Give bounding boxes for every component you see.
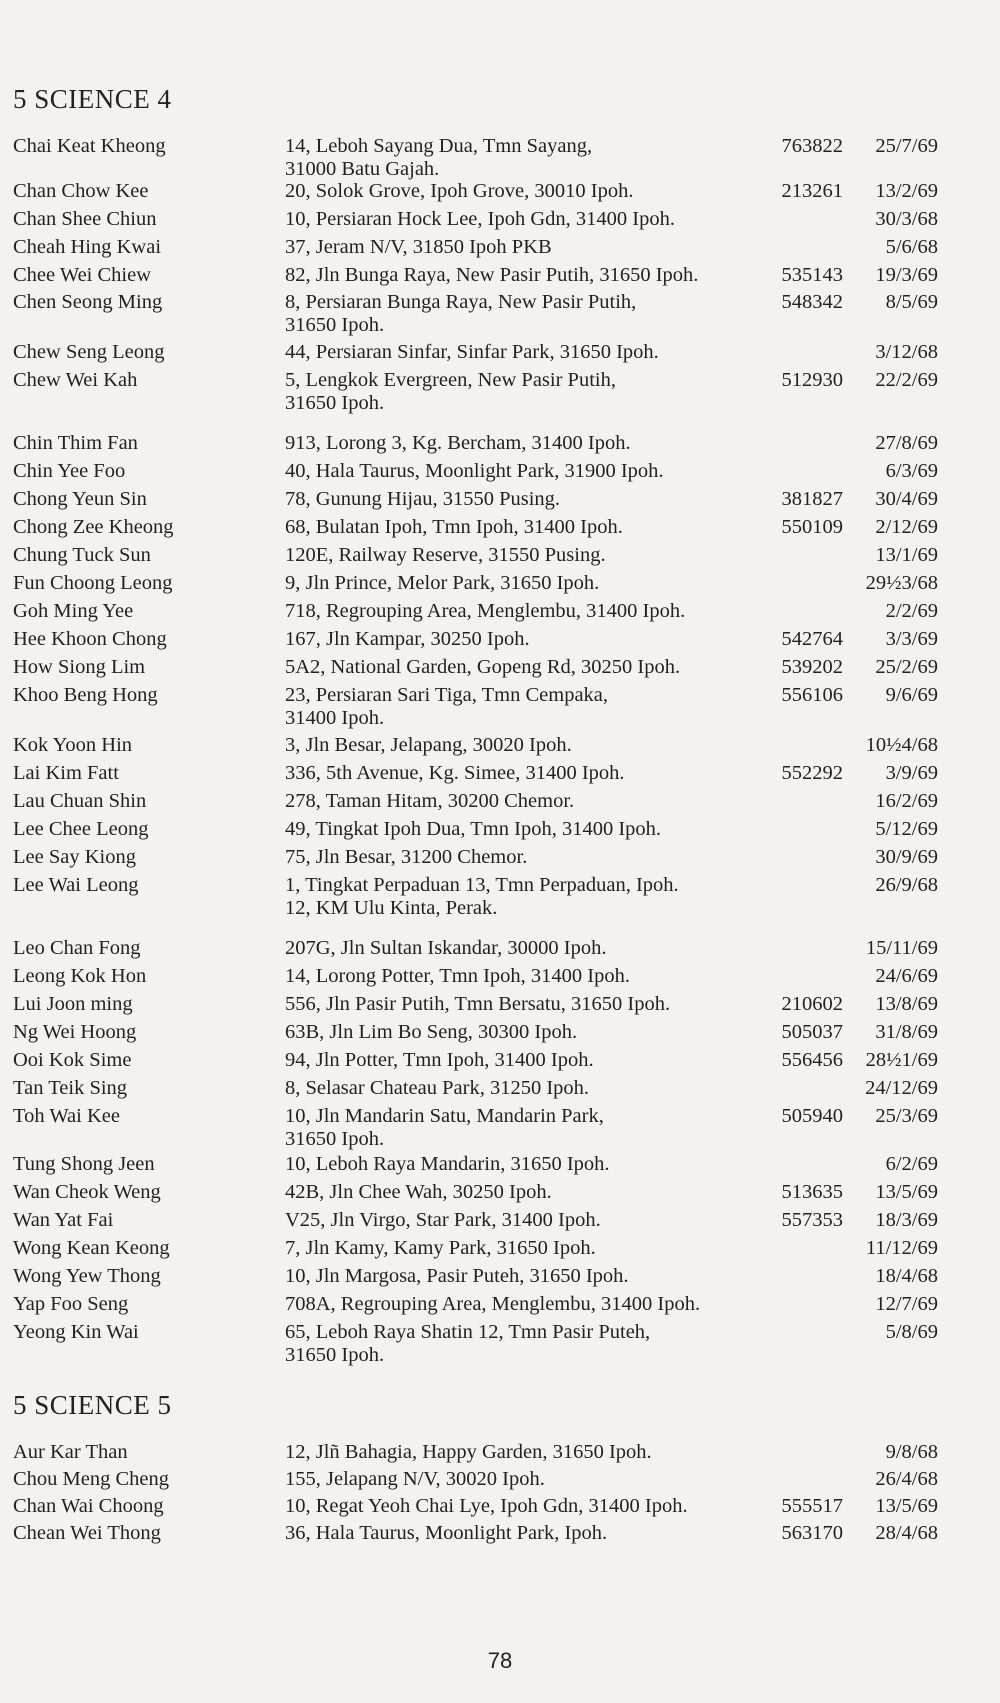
student-name: Yeong Kin Wai xyxy=(13,1321,139,1343)
student-address xyxy=(285,1021,775,1044)
student-dob: 3/9/69 xyxy=(885,762,938,784)
address-line: 278, Taman Hitam, 30200 Chemor. xyxy=(285,790,575,812)
student-name: Chin Yee Foo xyxy=(13,460,126,482)
student-name: Chew Seng Leong xyxy=(13,341,165,363)
address-line: 913, Lorong 3, Kg. Bercham, 31400 Ipoh. xyxy=(285,432,631,454)
student-phone: 512930 xyxy=(781,369,843,391)
student-address xyxy=(285,1049,775,1072)
student-name: Toh Wai Kee xyxy=(13,1105,120,1127)
student-address xyxy=(285,600,775,623)
student-name: Chai Keat Kheong xyxy=(13,135,166,157)
student-dob: 18/3/69 xyxy=(875,1209,938,1231)
address-line: 75, Jln Besar, 31200 Chemor. xyxy=(285,846,528,868)
student-address xyxy=(285,790,775,813)
student-name: Lai Kim Fatt xyxy=(13,762,119,784)
address-line: 49, Tingkat Ipoh Dua, Tmn Ipoh, 31400 Ipoh. xyxy=(285,818,662,840)
student-address xyxy=(285,264,775,287)
address-line: 10, Persiaran Hock Lee, Ipoh Gdn, 31400 Ipoh. xyxy=(285,208,675,230)
address-line: 94, Jln Potter, Tmn Ipoh, 31400 Ipoh. xyxy=(285,1049,594,1071)
student-name: Chong Zee Kheong xyxy=(13,516,174,538)
student-dob: 13/5/69 xyxy=(875,1181,938,1203)
address-line: 1, Tingkat Perpaduan 13, Tmn Perpaduan, Ipoh. xyxy=(285,874,679,896)
student-name: Kok Yoon Hin xyxy=(13,734,133,756)
student-address xyxy=(285,341,775,364)
student-name: Lee Say Kiong xyxy=(13,846,136,868)
student-phone: 548342 xyxy=(781,291,843,313)
student-name: Ng Wei Hoong xyxy=(13,1021,137,1043)
student-address xyxy=(285,1468,775,1491)
address-line: 14, Lorong Potter, Tmn Ipoh, 31400 Ipoh. xyxy=(285,965,630,987)
student-address xyxy=(285,937,775,960)
student-dob: 28½1/69 xyxy=(865,1049,938,1071)
student-name: Lui Joon ming xyxy=(13,993,133,1015)
student-address xyxy=(285,734,775,757)
student-address xyxy=(285,1077,775,1100)
student-address xyxy=(285,369,775,415)
student-name: Chan Shee Chiun xyxy=(13,208,157,230)
address-line: 10, Jln Margosa, Pasir Puteh, 31650 Ipoh. xyxy=(285,1265,629,1287)
student-address xyxy=(285,965,775,988)
student-name: Lau Chuan Shin xyxy=(13,790,147,812)
address-line: 78, Gunung Hijau, 31550 Pusing. xyxy=(285,488,561,510)
student-phone: 539202 xyxy=(781,656,843,678)
student-dob: 25/7/69 xyxy=(875,135,938,157)
address-line: 10, Jln Mandarin Satu, Mandarin Park, xyxy=(285,1105,604,1127)
student-name: Leong Kok Hon xyxy=(13,965,147,987)
student-phone: 210602 xyxy=(781,993,843,1015)
student-dob: 13/5/69 xyxy=(875,1495,938,1517)
address-line: 36, Hala Taurus, Moonlight Park, Ipoh. xyxy=(285,1522,608,1544)
student-address xyxy=(285,1181,775,1204)
student-dob: 10½4/68 xyxy=(865,734,938,756)
address-line: 7, Jln Kamy, Kamy Park, 31650 Ipoh. xyxy=(285,1237,596,1259)
student-dob: 29½3/68 xyxy=(865,572,938,594)
student-dob: 6/3/69 xyxy=(885,460,938,482)
student-dob: 9/8/68 xyxy=(885,1441,938,1463)
student-address xyxy=(285,432,775,455)
student-dob: 3/12/68 xyxy=(875,341,938,363)
student-phone: 556456 xyxy=(781,1049,843,1071)
address-line: 10, Regat Yeoh Chai Lye, Ipoh Gdn, 31400 Ipoh. xyxy=(285,1495,688,1517)
student-dob: 24/12/69 xyxy=(865,1077,938,1099)
student-dob: 2/2/69 xyxy=(885,600,938,622)
student-dob: 3/3/69 xyxy=(885,628,938,650)
student-address xyxy=(285,1522,775,1545)
student-dob: 5/6/68 xyxy=(885,236,938,258)
student-dob: 16/2/69 xyxy=(875,790,938,812)
student-name: Khoo Beng Hong xyxy=(13,684,158,706)
student-address xyxy=(285,460,775,483)
student-name: Goh Ming Yee xyxy=(13,600,134,622)
address-line: 167, Jln Kampar, 30250 Ipoh. xyxy=(285,628,530,650)
student-address xyxy=(285,846,775,869)
student-phone: 557353 xyxy=(781,1209,843,1231)
student-address xyxy=(285,208,775,231)
student-name: Chean Wei Thong xyxy=(13,1522,161,1544)
student-address xyxy=(285,135,775,181)
student-dob: 13/2/69 xyxy=(875,180,938,202)
student-dob: 12/7/69 xyxy=(875,1293,938,1315)
address-line: V25, Jln Virgo, Star Park, 31400 Ipoh. xyxy=(285,1209,601,1231)
student-phone: 556106 xyxy=(781,684,843,706)
student-address xyxy=(285,993,775,1016)
address-line: 31400 Ipoh. xyxy=(285,707,385,729)
student-phone: 542764 xyxy=(781,628,843,650)
student-dob: 11/12/69 xyxy=(865,1237,938,1259)
section-heading: 5 SCIENCE 5 xyxy=(13,1390,172,1420)
student-dob: 24/6/69 xyxy=(875,965,938,987)
student-dob: 30/9/69 xyxy=(875,846,938,868)
student-phone: 555517 xyxy=(781,1495,843,1517)
address-line: 82, Jln Bunga Raya, New Pasir Putih, 31650 Ipoh. xyxy=(285,264,699,286)
address-line: 5, Lengkok Evergreen, New Pasir Putih, xyxy=(285,369,616,391)
student-name: Chew Wei Kah xyxy=(13,369,138,391)
student-name: Chan Chow Kee xyxy=(13,180,149,202)
student-address xyxy=(285,180,775,203)
student-address xyxy=(285,488,775,511)
student-name: Tung Shong Jeen xyxy=(13,1153,155,1175)
student-dob: 31/8/69 xyxy=(875,1021,938,1043)
student-address xyxy=(285,1441,775,1464)
address-line: 9, Jln Prince, Melor Park, 31650 Ipoh. xyxy=(285,572,600,594)
address-line: 556, Jln Pasir Putih, Tmn Bersatu, 31650 Ipoh. xyxy=(285,993,671,1015)
student-name: Aur Kar Than xyxy=(13,1441,128,1463)
address-line: 14, Leboh Sayang Dua, Tmn Sayang, xyxy=(285,135,593,157)
address-line: 8, Selasar Chateau Park, 31250 Ipoh. xyxy=(285,1077,590,1099)
address-line: 3, Jln Besar, Jelapang, 30020 Ipoh. xyxy=(285,734,572,756)
address-line: 42B, Jln Chee Wah, 30250 Ipoh. xyxy=(285,1181,552,1203)
address-line: 20, Solok Grove, Ipoh Grove, 30010 Ipoh. xyxy=(285,180,634,202)
address-line: 10, Leboh Raya Mandarin, 31650 Ipoh. xyxy=(285,1153,610,1175)
student-name: Chen Seong Ming xyxy=(13,291,163,313)
student-dob: 25/2/69 xyxy=(875,656,938,678)
student-name: How Siong Lim xyxy=(13,656,146,678)
address-line: 12, Jlñ Bahagia, Happy Garden, 31650 Ipoh. xyxy=(285,1441,652,1463)
student-phone: 535143 xyxy=(781,264,843,286)
student-phone: 505940 xyxy=(781,1105,843,1127)
student-name: Wong Kean Keong xyxy=(13,1237,170,1259)
student-address xyxy=(285,628,775,651)
address-line: 718, Regrouping Area, Menglembu, 31400 Ipoh. xyxy=(285,600,686,622)
student-address xyxy=(285,1237,775,1260)
address-line: 31650 Ipoh. xyxy=(285,314,385,336)
student-dob: 6/2/69 xyxy=(885,1153,938,1175)
student-name: Chung Tuck Sun xyxy=(13,544,151,566)
address-line: 31650 Ipoh. xyxy=(285,392,385,414)
address-line: 65, Leboh Raya Shatin 12, Tmn Pasir Puteh, xyxy=(285,1321,651,1343)
student-dob: 30/3/68 xyxy=(875,208,938,230)
student-dob: 22/2/69 xyxy=(875,369,938,391)
student-address xyxy=(285,1105,775,1151)
student-address xyxy=(285,572,775,595)
student-phone: 763822 xyxy=(781,135,843,157)
student-dob: 18/4/68 xyxy=(875,1265,938,1287)
student-address xyxy=(285,1209,775,1232)
student-address xyxy=(285,656,775,679)
student-name: Lee Wai Leong xyxy=(13,874,139,896)
student-dob: 28/4/68 xyxy=(875,1522,938,1544)
student-dob: 15/11/69 xyxy=(865,937,938,959)
student-dob: 9/6/69 xyxy=(885,684,938,706)
student-name: Wan Yat Fai xyxy=(13,1209,114,1231)
address-line: 336, 5th Avenue, Kg. Simee, 31400 Ipoh. xyxy=(285,762,625,784)
student-address xyxy=(285,1293,775,1316)
student-dob: 27/8/69 xyxy=(875,432,938,454)
student-name: Chan Wai Choong xyxy=(13,1495,164,1517)
student-dob: 5/8/69 xyxy=(885,1321,938,1343)
address-line: 31000 Batu Gajah. xyxy=(285,158,440,180)
student-dob: 30/4/69 xyxy=(875,488,938,510)
student-dob: 26/4/68 xyxy=(875,1468,938,1490)
student-dob: 26/9/68 xyxy=(875,874,938,896)
address-line: 40, Hala Taurus, Moonlight Park, 31900 Ipoh. xyxy=(285,460,664,482)
student-address xyxy=(285,874,775,920)
student-address xyxy=(285,236,775,259)
student-name: Chou Meng Cheng xyxy=(13,1468,170,1490)
student-phone: 550109 xyxy=(781,516,843,538)
student-name: Cheah Hing Kwai xyxy=(13,236,162,258)
student-dob: 13/1/69 xyxy=(875,544,938,566)
address-line: 155, Jelapang N/V, 30020 Ipoh. xyxy=(285,1468,545,1490)
address-line: 708A, Regrouping Area, Menglembu, 31400 Ipoh. xyxy=(285,1293,701,1315)
student-name: Leo Chan Fong xyxy=(13,937,141,959)
student-phone: 552292 xyxy=(781,762,843,784)
student-address xyxy=(285,544,775,567)
student-phone: 213261 xyxy=(781,180,843,202)
student-phone: 381827 xyxy=(781,488,843,510)
student-address xyxy=(285,516,775,539)
page-number: 78 xyxy=(487,1648,513,1673)
student-address xyxy=(285,1495,775,1518)
student-phone: 513635 xyxy=(781,1181,843,1203)
student-dob: 8/5/69 xyxy=(885,291,938,313)
address-line: 44, Persiaran Sinfar, Sinfar Park, 31650 Ipoh. xyxy=(285,341,659,363)
student-name: Wong Yew Thong xyxy=(13,1265,161,1287)
student-name: Wan Cheok Weng xyxy=(13,1181,161,1203)
address-line: 68, Bulatan Ipoh, Tmn Ipoh, 31400 Ipoh. xyxy=(285,516,623,538)
student-address xyxy=(285,762,775,785)
student-name: Fun Choong Leong xyxy=(13,572,173,594)
student-dob: 25/3/69 xyxy=(875,1105,938,1127)
student-address xyxy=(285,1321,775,1367)
section-heading: 5 SCIENCE 4 xyxy=(13,84,172,114)
student-dob: 19/3/69 xyxy=(875,264,938,286)
student-name: Yap Foo Seng xyxy=(13,1293,129,1315)
student-name: Chin Thim Fan xyxy=(13,432,138,454)
student-dob: 2/12/69 xyxy=(875,516,938,538)
address-line: 23, Persiaran Sari Tiga, Tmn Cempaka, xyxy=(285,684,609,706)
address-line: 120E, Railway Reserve, 31550 Pusing. xyxy=(285,544,606,566)
address-line: 31650 Ipoh. xyxy=(285,1128,385,1150)
address-line: 207G, Jln Sultan Iskandar, 30000 Ipoh. xyxy=(285,937,607,959)
address-line: 37, Jeram N/V, 31850 Ipoh PKB xyxy=(285,236,552,258)
address-line: 63B, Jln Lim Bo Seng, 30300 Ipoh. xyxy=(285,1021,578,1043)
student-phone: 563170 xyxy=(781,1522,843,1544)
address-line: 31650 Ipoh. xyxy=(285,1344,385,1366)
address-line: 8, Persiaran Bunga Raya, New Pasir Putih, xyxy=(285,291,637,313)
address-line: 5A2, National Garden, Gopeng Rd, 30250 Ipoh. xyxy=(285,656,681,678)
student-dob: 13/8/69 xyxy=(875,993,938,1015)
student-address xyxy=(285,818,775,841)
student-name: Tan Teik Sing xyxy=(13,1077,128,1099)
student-address xyxy=(285,291,775,337)
student-dob: 5/12/69 xyxy=(875,818,938,840)
student-name: Lee Chee Leong xyxy=(13,818,149,840)
student-name: Chee Wei Chiew xyxy=(13,264,152,286)
student-address xyxy=(285,684,775,730)
student-address xyxy=(285,1265,775,1288)
student-name: Ooi Kok Sime xyxy=(13,1049,132,1071)
address-line: 12, KM Ulu Kinta, Perak. xyxy=(285,897,498,919)
student-phone: 505037 xyxy=(781,1021,843,1043)
student-address xyxy=(285,1153,775,1176)
student-name: Chong Yeun Sin xyxy=(13,488,147,510)
student-name: Hee Khoon Chong xyxy=(13,628,167,650)
